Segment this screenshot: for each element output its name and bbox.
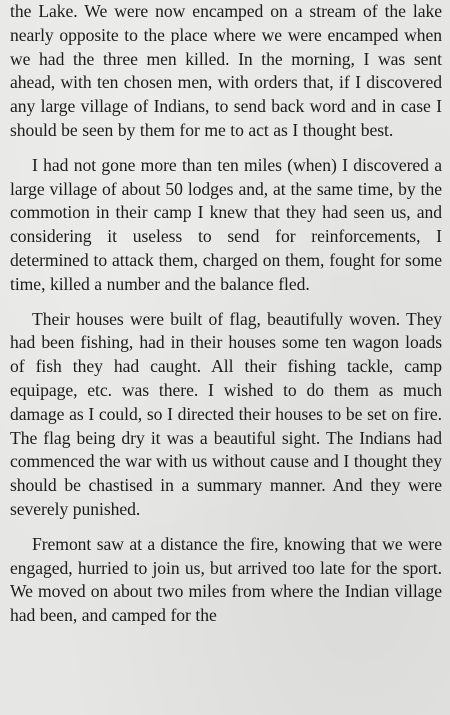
paragraph-3: Their houses were built of flag, beautifully woven. They had been fishing, had in their houses some ten wagon loads of fish they had caught. All their fishing tackle, camp equipage, etc. was there. I wished to do them as much damage as I could, so I directed their houses to be set on fire. The flag being dry it was a beautiful sight. The Indians had commenced the war with us without cause and I thought they should be chastised in a summary manner. And they were severely punished.: [10, 308, 442, 519]
paragraph-1: the Lake. We were now encamped on a stream of the lake nearly opposite to the place where we were encamped when we had the three men killed. In the morning, I was sent ahead, with ten chosen men, with orders that, if I discovered any large village of Indians, to send back word and in case I should be seen by them for me to act as I thought best.: [10, 1, 442, 140]
paragraph-2: I had not gone more than ten miles (when) I discovered a large village of about 50 lodges and, at the same time, by the commotion in their camp I knew that they had seen us, and considering it useless to send for reinforcements, I determined to attack them, charged on them, fought for some time, killed a number and the balance fled.: [10, 154, 442, 294]
paragraph-4: Fremont saw at a distance the fire, knowing that we were engaged, hurried to join us, but arrived too late for the sport. We moved on about two miles from where the Indian village had been, and camped for the: [10, 533, 442, 626]
body-text: [10, 0, 442, 628]
